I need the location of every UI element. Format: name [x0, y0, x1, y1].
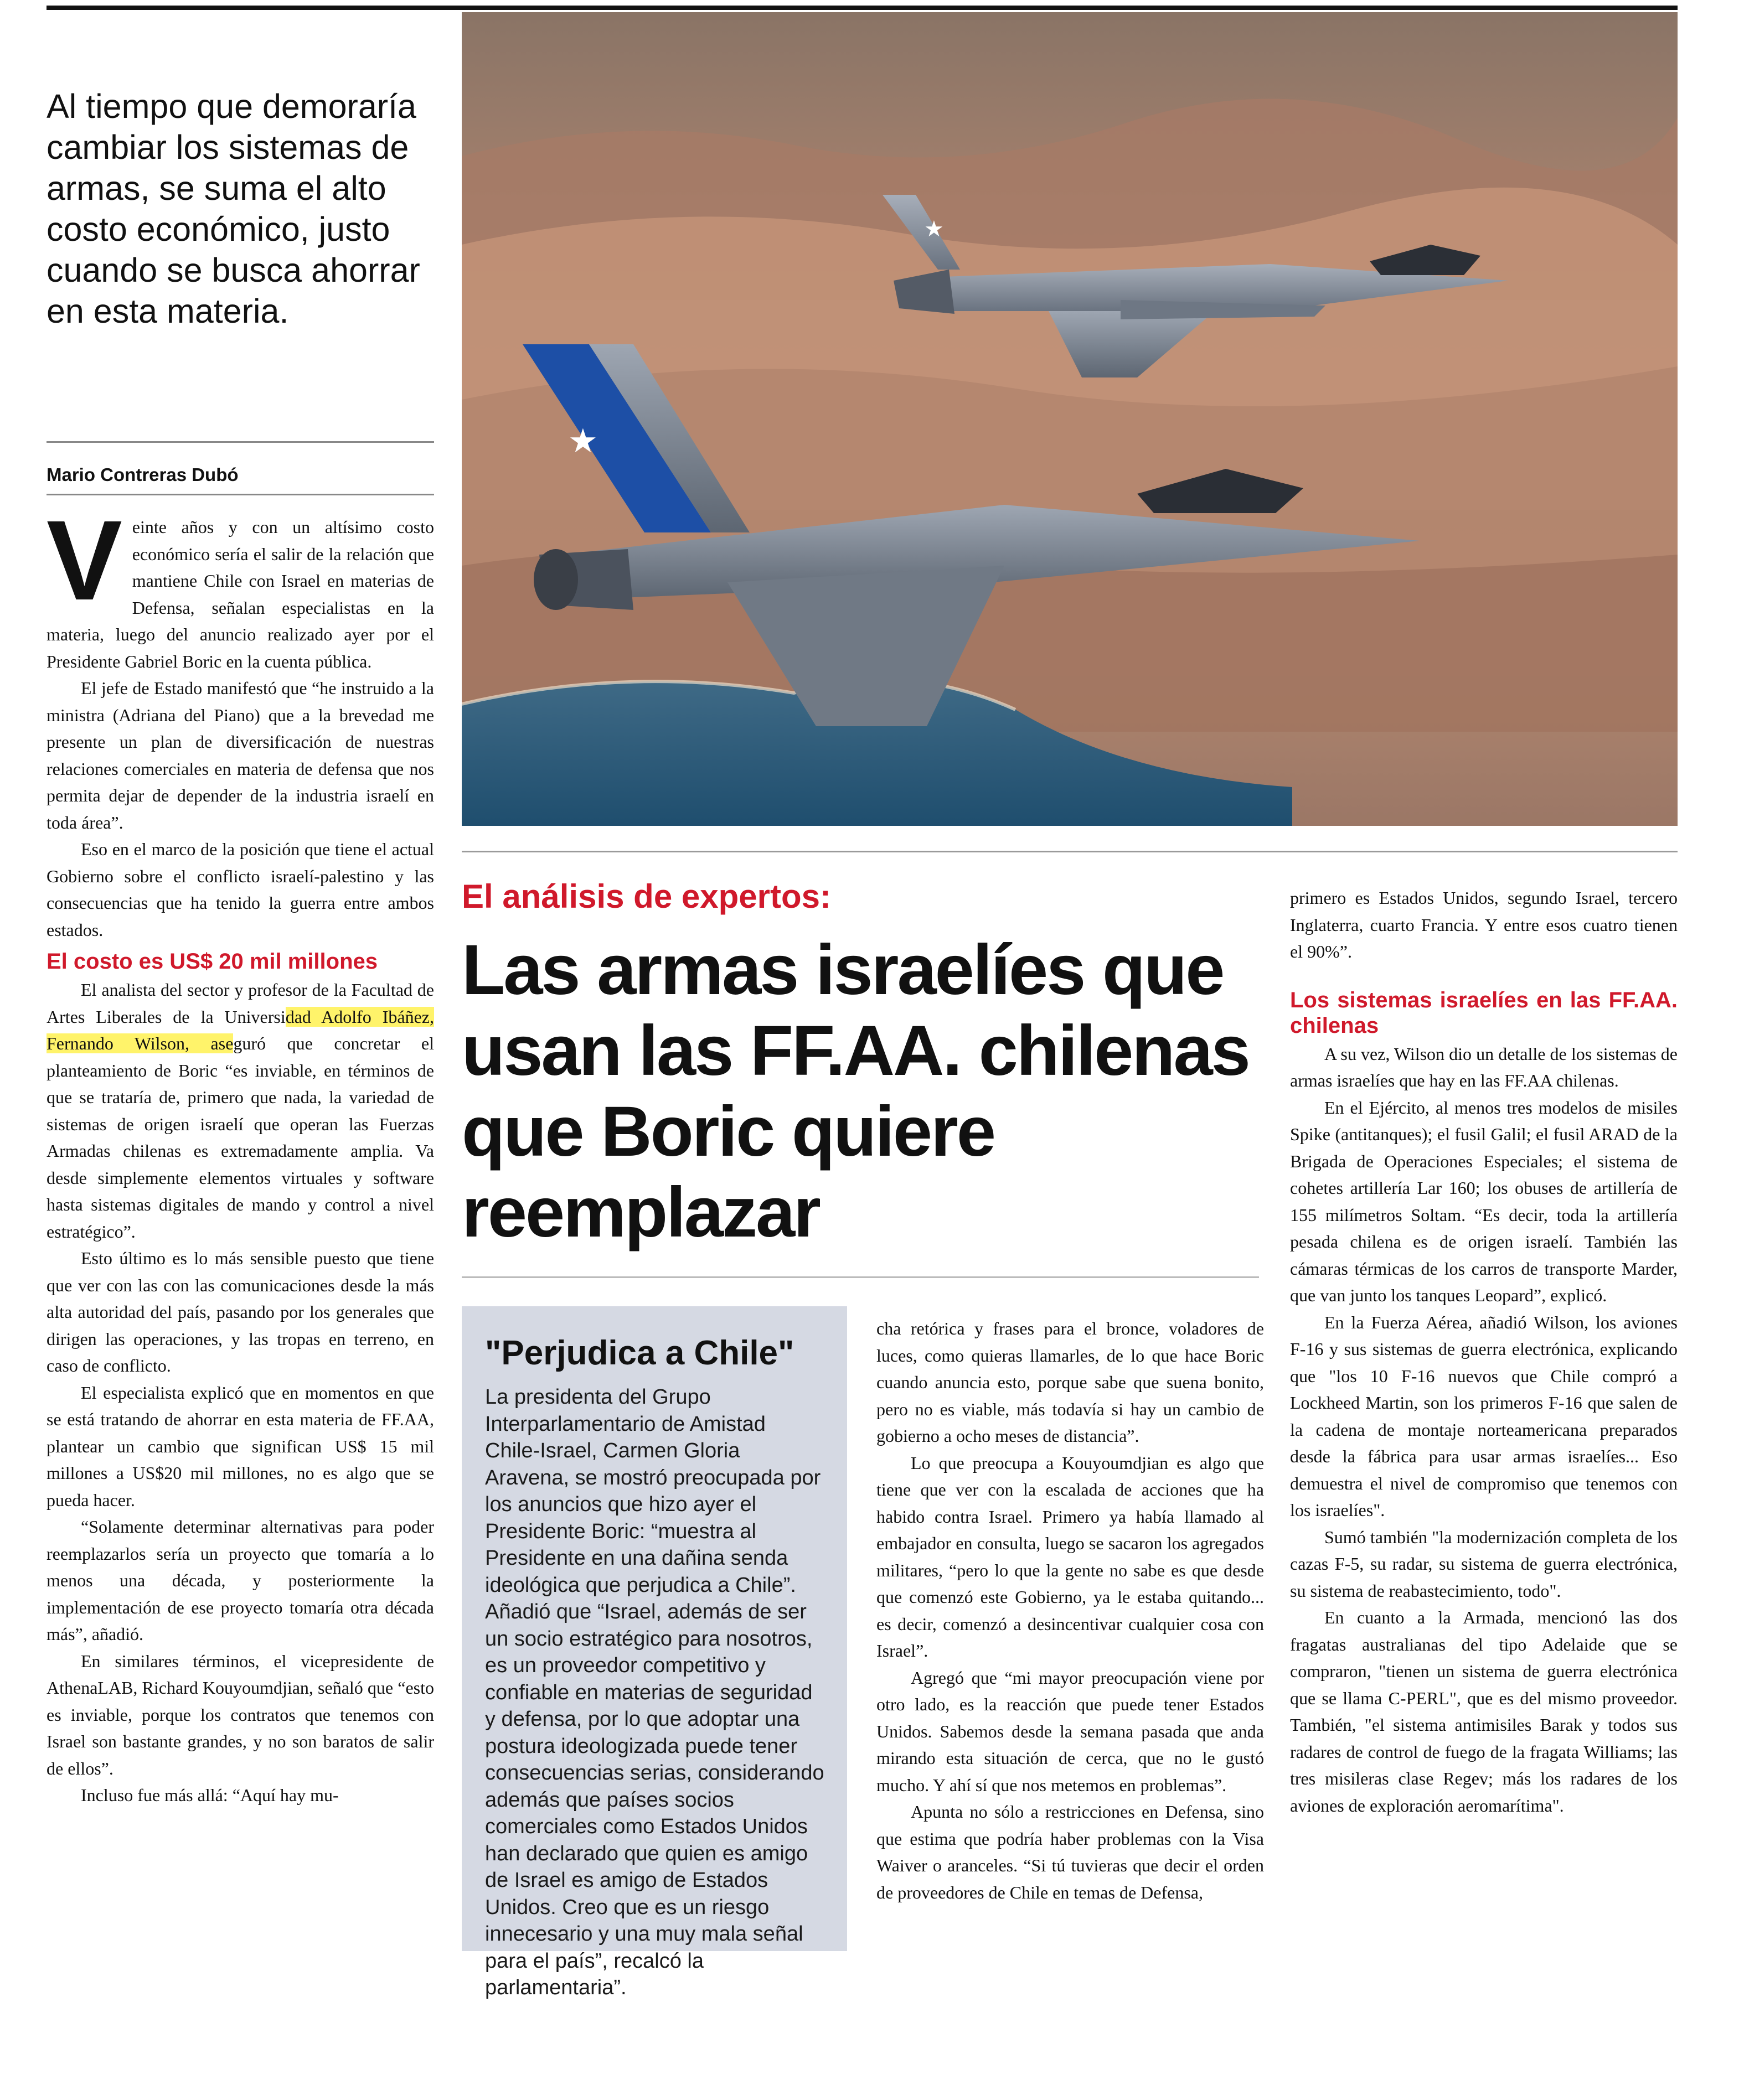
article-paragraph: Agregó que “mi mayor preocupación viene por otro lado, es la reacción que puede tener Estados Unidos. Sabemos desde la semana pasada que anda mirando esta situación de cerca, que no le gustó mucho. Y ahí sí que nos metemos en problemas”.: [876, 1667, 1264, 1795]
sidebar-title: "Perjudica a Chile": [485, 1334, 794, 1372]
svg-text:★: ★: [924, 216, 944, 242]
top-rule: [47, 6, 1678, 10]
article-paragraph: En la Fuerza Aérea, añadió Wilson, los aviones F-16 y sus sistemas de guerra electrónica, explicando que "los 10 F-16 nuevos que Chile compró a Lockheed Martin, son los primeros F-16 que salen de la cadena de montaje norteamericana preparados desde la fábrica para usar armas israelíes... Eso demuestra el nivel de compromiso que tenemos con los israelíes".: [1290, 1312, 1678, 1520]
section-subhead: El costo es US$ 20 mil millones: [47, 949, 378, 974]
sidebar-paragraph: Añadió que “Israel, además de ser un socio estratégico para nosotros, es un proveedor competitivo y confiable en materias de seguridad y defensa, por lo que adoptar una postura ideologizada puede tener consecuencias serias, considerando además que países socios comerciales como Estados Unidos han declarado que quien es amigo de Israel es amigo de Estados Unidos. Creo que es un riesgo innecesario y una muy mala señal para el país”, recalcó la parlamentaria”.: [485, 1600, 824, 1999]
sidebar-body: [485, 1384, 825, 2001]
article-paragraph: Eso en el marco de la posición que tiene el actual Gobierno sobre el conflicto israelí-palestino y las consecuencias que ha tenido la guerra entre ambos estados.: [47, 839, 434, 940]
article-paragraph: El jefe de Estado manifestó que “he instruido a la ministra (Adriana del Piano) que a la brevedad me presente un plan de diversificación de nuestras relaciones comerciales en materia de defensa que nos permita dejar de depender de la industria israelí en toda área”.: [47, 678, 434, 832]
article-paragraph: En el Ejército, al menos tres modelos de misiles Spike (antitanques); el fusil Galil; el fusil ARAD de la Brigada de Operaciones Especiales; el sistema de cohetes artillería Lar 160; los obuses de artillería de 155 milímetros Soltam. “Es decir, toda la artillería pesada chilena es de origen israelí. También las cámaras térmicas de los carros de transporte Marder, que van junto los tanques Leopard”, explicó.: [1290, 1097, 1678, 1305]
article-paragraph: El analista del sector y profesor de la Facultad de Artes Liberales de la Universidad Adolfo Ibáñez, Fernando Wilson, aseguró que concretar el planteamiento de Boric “es inviable, en términos de que se trataría de, primero que nada, la variedad de sistemas de origen israelí que operan las Fuerzas Armadas chilenas es extremadamente amplia. Va desde simplemente elementos virtuales y software hasta sistemas digitales de mando y control a nivel estratégico”.: [47, 980, 435, 1242]
lead-text: Al tiempo que demoraría cambiar los sistemas de armas, se suma el alto costo económico, justo cuando se busca ahorrar en esta materia.: [47, 87, 420, 330]
article-paragraph: Sumó también "la modernización completa de los cazas F-5, su radar, su sistema de guerra electrónica, su sistema de reabastecimiento, todo".: [1290, 1527, 1678, 1601]
article-column-4: [1290, 885, 1678, 1819]
divider: [462, 1276, 1259, 1278]
sidebar-paragraph: La presidenta del Grupo Interparlamentario de Amistad Chile-Israel, Carmen Gloria Aravena, se mostró preocupada por los anuncios que hizo ayer el Presidente Boric: “muestra al Presidente en una dañina senda ideológica que perjudica a Chile”.: [485, 1385, 821, 1597]
article-paragraph: Apunta no sólo a restricciones en Defensa, sino que estima que podría haber problemas con la Visa Waiver o aranceles. “Si tú tuvieras que decir el orden de proveedores de Chile en temas de Defensa,: [876, 1802, 1264, 1902]
byline: Mario Contreras Dubó: [47, 464, 239, 485]
article-paragraph: “Solamente determinar alternativas para poder reemplazarlos sería un proyecto que tomaría a lo menos una década, y posteriormente la implementación de ese proyecto tomaría otra década más”, añadió.: [47, 1517, 434, 1644]
svg-text:★: ★: [568, 422, 598, 461]
highlighted-text: dad Adolfo Ibáñez, Fernando Wilson, ase: [47, 1006, 435, 1053]
article-paragraph: En similares términos, el vicepresidente de AthenaLAB, Richard Kouyoumdjian, señaló que “esto es inviable, porque los contratos que tenemos con Israel son bastante grandes, y no son baratos de salir de ellos”.: [47, 1651, 434, 1778]
drop-cap: V: [47, 497, 122, 624]
kicker: El análisis de expertos:: [462, 878, 831, 915]
article-paragraph: El especialista explicó que en momentos en que se está tratando de ahorrar en esta materia de FF.AA, plantear un cambio que significan US$ 15 mil millones a US$20 mil millones, no es algo que se pueda hacer.: [47, 1382, 434, 1510]
divider: [462, 851, 1678, 852]
article-paragraph: cha retórica y frases para el bronce, voladores de luces, como quieras llamarles, de lo que hace Boric cuando anuncia esto, porque sabe que suena bonito, pero no es viable, más todavía si hay un cambio de gobierno a ocho meses de distancia”.: [876, 1318, 1264, 1446]
divider: [47, 494, 434, 495]
f16-photo: [462, 12, 1678, 826]
divider: [47, 441, 434, 443]
article-paragraph: A su vez, Wilson dio un detalle de los sistemas de armas israelíes que hay en las FF.AA chilenas.: [1290, 1043, 1678, 1090]
article-paragraph: primero es Estados Unidos, segundo Israel, tercero Inglaterra, cuarto Francia. Y entre esos cuatro tienen el 90%”.: [1290, 888, 1678, 961]
article-paragraph: Esto último es lo más sensible puesto que tiene que ver con las con las comunicaciones desde la más alta autoridad del país, pasando por los generales que dirigen las operaciones, y las tropas en terreno, en caso de conflicto.: [47, 1248, 434, 1375]
article-column-1: [47, 497, 435, 1809]
article-paragraph: Lo que preocupa a Kouyoumdjian es algo que tiene que ver con la escalada de acciones que ha habido contra Israel. Primero ya había llamado al embajador en consulta, luego se sacaron los agregados militares, “pero lo que la gente no sabe es que desde que comenzó este Gobierno, ya le estaba quitando... es decir, comenzó a desincentivar cualquier cosa con Israel”.: [876, 1452, 1264, 1661]
section-subhead: Los sistemas israelíes en las FF.AA. chilenas: [1290, 987, 1678, 1038]
article-paragraph: En cuanto a la Armada, mencionó las dos fragatas australianas del tipo Adelaide que se compraron, "tienen un sistema de guerra electrónica que se llama C-PERL", que es del mismo proveedor. También, "el sistema antimisiles Barak y todos sus radares de control de fuego de la fragata Williams; las tres misileras clase Regev; más los radares de los aviones de exploración aeromarítima".: [1290, 1607, 1678, 1815]
article-column-3: [876, 1315, 1264, 1906]
article-paragraph: Incluso fue más allá: “Aquí hay mu-: [81, 1785, 339, 1805]
headline: Las armas israelíes que usan las FF.AA. chilenas que Boric quiere reemplazar: [462, 930, 1249, 1252]
article-paragraph: Veinte años y con un altísimo costo económico sería el salir de la relación que mantiene Chile con Israel en materias de Defensa, señalan especialistas en la materia, luego del anuncio realizado ayer por el Presidente Gabriel Boric en la cuenta pública.: [47, 497, 434, 671]
sidebar-box: [462, 1306, 847, 1999]
